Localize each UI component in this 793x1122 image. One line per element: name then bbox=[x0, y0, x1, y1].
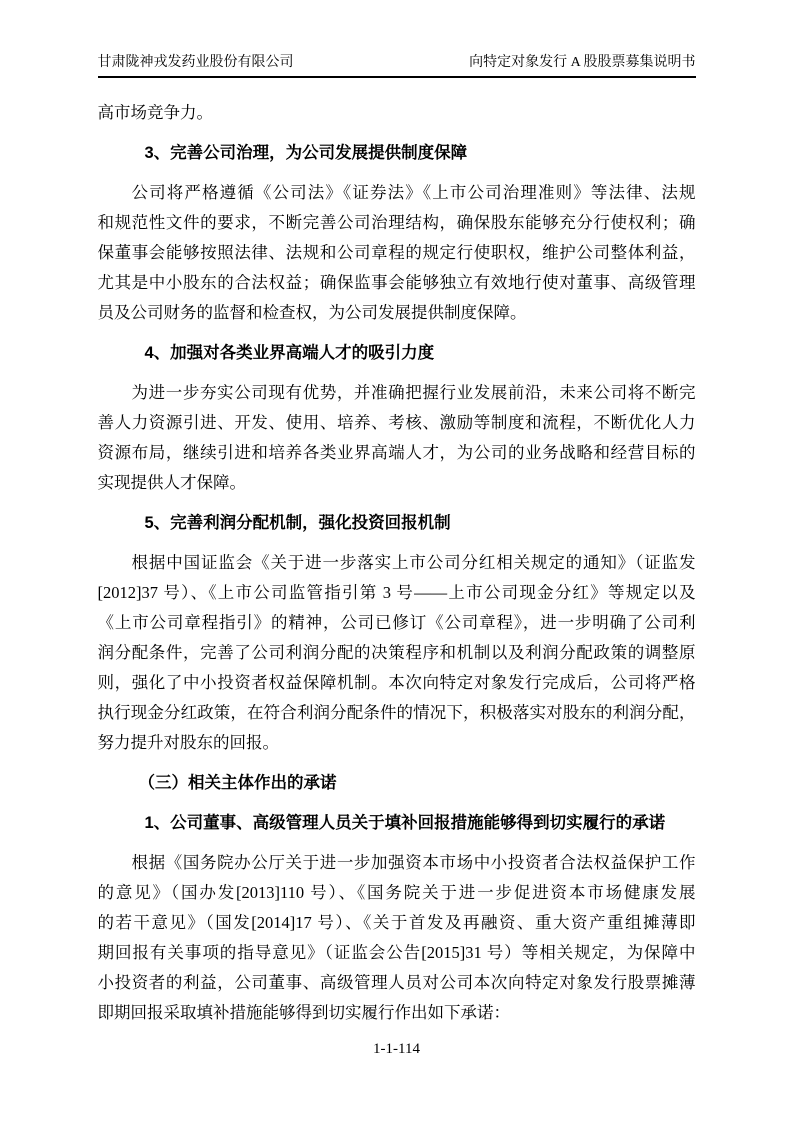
document-body bbox=[98, 98, 696, 1028]
text-line: 公司将严格遵循《公司法》《证券法》《上市公司治理准则》等法律、法规 bbox=[131, 183, 696, 202]
text-line: 和规范性文件的要求，不断完善公司治理结构，确保股东能够充分行使权利；确 bbox=[97, 213, 696, 232]
text-line: 根据中国证监会《关于进一步落实上市公司分红相关规定的通知》（证监发 bbox=[131, 553, 696, 572]
text-line: 《上市公司章程指引》的精神，公司已修订《公司章程》，进一步明确了公司利 bbox=[97, 613, 696, 632]
text-line: [2012]37 号）、《上市公司监管指引第 3 号——上市公司现金分红》等规定以及 bbox=[97, 583, 696, 602]
text-line: 实现提供人才保障。 bbox=[97, 473, 246, 492]
section-heading: 4、加强对各类业界高端人才的吸引力度 bbox=[144, 344, 435, 362]
text-line: 执行现金分红政策，在符合利润分配条件的情况下，积极落实对股东的利润分配， bbox=[97, 703, 696, 722]
page-footer bbox=[98, 1034, 696, 1064]
text-line: 润分配条件，完善了公司利润分配的决策程序和机制以及利润分配政策的调整原 bbox=[97, 643, 696, 662]
text-line: 为进一步夯实公司现有优势，并准确把握行业发展前沿，未来公司将不断完 bbox=[131, 383, 696, 402]
section-heading: 5、完善利润分配机制，强化投资回报机制 bbox=[144, 514, 451, 532]
paragraph bbox=[98, 378, 696, 498]
text-line: 的意见》（国办发[2013]110 号）、《国务院关于进一步促进资本市场健康发展 bbox=[97, 883, 696, 902]
text-line: 资源布局，继续引进和培养各类业界高端人才，为公司的业务战略和经营目标的 bbox=[97, 443, 696, 462]
text-line: 保董事会能够按照法律、法规和公司章程的规定行使职权，维护公司整体利益， bbox=[97, 243, 696, 262]
text-line: 的若干意见》（国发[2014]17 号）、《关于首发及再融资、重大资产重组摊薄即 bbox=[97, 913, 696, 932]
text-line: 善人力资源引进、开发、使用、培养、考核、激励等制度和流程，不断优化人力 bbox=[97, 413, 696, 432]
page-header bbox=[98, 0, 696, 78]
paragraph bbox=[98, 178, 696, 328]
section-heading: 1、公司董事、高级管理人员关于填补回报措施能够得到切实履行的承诺 bbox=[144, 814, 666, 832]
text-line: 小投资者的利益，公司董事、高级管理人员对公司本次向特定对象发行股票摊薄 bbox=[97, 973, 696, 992]
text-line: 则，强化了中小投资者权益保障机制。本次向特定对象发行完成后，公司将严格 bbox=[97, 673, 696, 692]
text-line: 高市场竞争力。 bbox=[97, 103, 213, 122]
text-line: 期回报有关事项的指导意见》（证监会公告[2015]31 号）等相关规定，为保障中 bbox=[97, 943, 696, 962]
page-number: 1-1-114 bbox=[373, 1041, 420, 1057]
section-heading: （三）相关主体作出的承诺 bbox=[138, 774, 337, 792]
header-company-name: 甘肃陇神戎发药业股份有限公司 bbox=[97, 55, 294, 70]
section-heading: 3、完善公司治理，为公司发展提供制度保障 bbox=[144, 144, 468, 162]
header-document-title: 向特定对象发行 A 股股票募集说明书 bbox=[469, 55, 696, 70]
text-line: 尤其是中小股东的合法权益；确保监事会能够独立有效地行使对董事、高级管理 bbox=[97, 273, 696, 292]
text-line: 努力提升对股东的回报。 bbox=[97, 733, 279, 752]
paragraph bbox=[98, 548, 696, 758]
paragraph bbox=[98, 848, 696, 1028]
text-line: 即期回报采取填补措施能够得到切实履行作出如下承诺： bbox=[97, 1003, 510, 1022]
text-line: 根据《国务院办公厅关于进一步加强资本市场中小投资者合法权益保护工作 bbox=[131, 853, 696, 872]
text-line: 员及公司财务的监督和检查权，为公司发展提供制度保障。 bbox=[97, 303, 527, 322]
page bbox=[98, 0, 696, 1064]
